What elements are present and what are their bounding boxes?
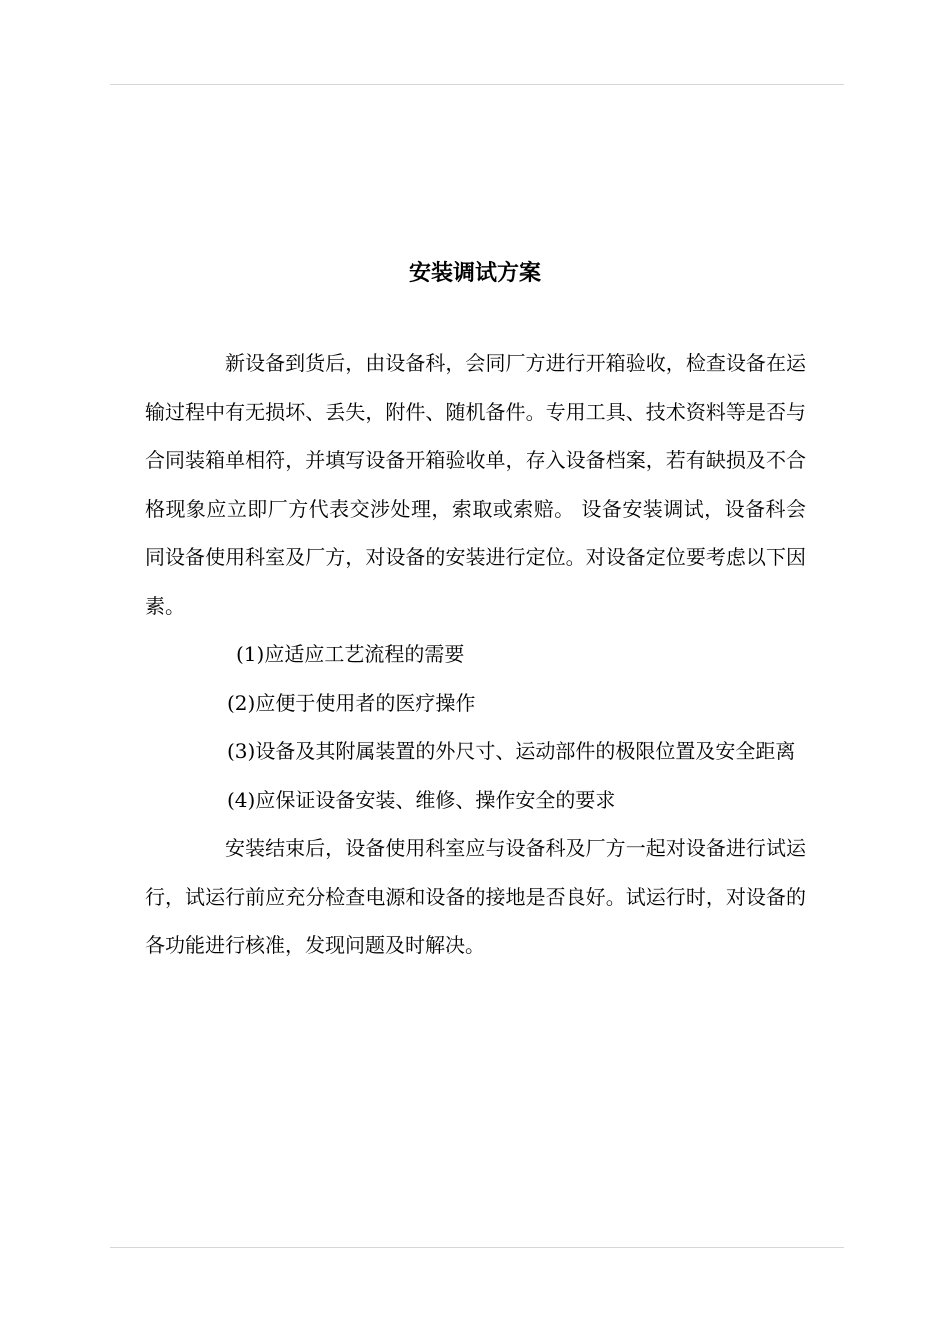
page-bottom-rule [110, 1247, 844, 1248]
page-top-rule [110, 84, 844, 85]
list-item-2: (2)应便于使用者的医疗操作 [227, 690, 476, 715]
intro-paragraph: 新设备到货后，由设备科，会同厂方进行开箱验收，检查设备在运输过程中有无损坏、丢失，附件、随机备件。专用工具、技术资料等是否与合同装箱单相符，并填写设备开箱验收单，存入设备档案，若有缺损及不合格现象应立即厂方代表交涉处理，索取或索赔。 设备安装调试，设备科会同设备使用科室及厂方，对设备的安装进行定位。对设备定位要考虑以下因素。 [145, 351, 806, 618]
document-body [145, 339, 806, 970]
list-item-4: (4)应保证设备安装、维修、操作安全的要求 [227, 787, 616, 812]
closing-paragraph: 安装结束后，设备使用科室应与设备科及厂方一起对设备进行试运行，试运行前应充分检查电源和设备的接地是否良好。试运行时，对设备的各功能进行核准，发现问题及时解决。 [145, 836, 806, 957]
list-item-3: (3)设备及其附属装置的外尺寸、运动部件的极限位置及安全距离 [227, 739, 796, 763]
document-title: 安装调试方案 [408, 261, 541, 286]
list-item-1: (1)应适应工艺流程的需要 [236, 642, 465, 666]
